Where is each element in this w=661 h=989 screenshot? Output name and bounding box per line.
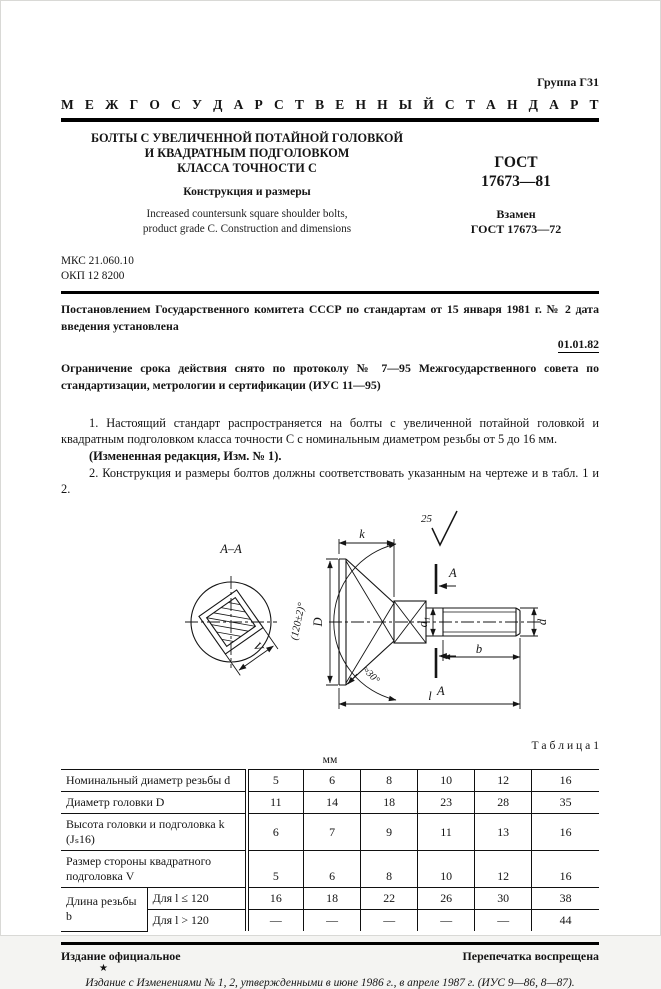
cell: 16 bbox=[532, 770, 599, 792]
cell: 12 bbox=[475, 770, 532, 792]
cell: 6 bbox=[247, 814, 304, 851]
cell: 6 bbox=[304, 770, 361, 792]
head-angle-label: (120±2)° bbox=[289, 601, 308, 642]
cell: 44 bbox=[532, 910, 599, 932]
cell: 12 bbox=[475, 851, 532, 888]
cell: 26 bbox=[418, 888, 475, 910]
official-edition-note: Издание официальное bbox=[61, 948, 181, 963]
cell: 5 bbox=[247, 851, 304, 888]
cell: 7 bbox=[304, 814, 361, 851]
cell: — bbox=[361, 910, 418, 932]
paragraph-1: 1. Настоящий стандарт распространяется на болты с увеличенной потайной головкой и квадратным подголовком класса точности С с номинальным диаметром резьбы от 5 до 16 мм. bbox=[61, 415, 599, 447]
cell: 16 bbox=[532, 814, 599, 851]
mks-code: МКС 21.060.10 bbox=[61, 254, 134, 267]
table-caption: Т а б л и ц а 1 bbox=[531, 739, 599, 753]
cell: 18 bbox=[361, 792, 418, 814]
row-label-group: Длина резьбы b bbox=[61, 888, 147, 932]
cell: 22 bbox=[361, 888, 418, 910]
table-row bbox=[61, 792, 599, 814]
title-en-line-1: Increased countersunk square shoulder bolts, bbox=[146, 208, 348, 220]
document-subtitle: Конструкция и размеры bbox=[183, 185, 311, 198]
okp-code: ОКП 12 8200 bbox=[61, 270, 125, 283]
dimension-d1-label: d₁ bbox=[416, 616, 430, 628]
header-rule bbox=[61, 118, 599, 122]
footer-row bbox=[61, 945, 599, 964]
cell: 16 bbox=[532, 851, 599, 888]
row-sublabel: Для l ≤ 120 bbox=[147, 888, 247, 910]
cell: 28 bbox=[475, 792, 532, 814]
paragraph-1a: (Измененная редакция, Изм. № 1). bbox=[89, 448, 282, 463]
cell: 6 bbox=[304, 851, 361, 888]
cell: — bbox=[269, 913, 282, 928]
dimension-v-label: V bbox=[250, 639, 267, 655]
table-row bbox=[61, 888, 599, 910]
section-a-label-top: A bbox=[449, 566, 457, 581]
dimensions-table bbox=[61, 769, 599, 932]
standard-type-heading: М Е Ж Г О С У Д А Р С Т В Е Н Н Ы Й С Т А Н Д А Р Т bbox=[61, 97, 599, 112]
decree-paragraph: Постановлением Государственного комитета СССР по стандартам от 15 января 1981 г. № 2 дата введения установлена bbox=[61, 302, 599, 333]
row-label: Номинальный диаметр резьбы d bbox=[61, 770, 247, 792]
dimension-k-label: k bbox=[359, 527, 365, 542]
cell: 10 bbox=[418, 851, 475, 888]
section-view-title: A–A bbox=[220, 542, 242, 557]
paragraph-2: 2. Конструкция и размеры болтов должны соответствовать указанным на чертеже и в табл. 1 и 2. bbox=[61, 465, 599, 497]
table-row bbox=[61, 770, 599, 792]
bolt-drawing-svg bbox=[143, 504, 553, 732]
document-title-english bbox=[61, 207, 433, 236]
chamfer-angle-label: ≈30° bbox=[359, 664, 382, 687]
cell: 11 bbox=[247, 792, 304, 814]
replaces-label: Взамен bbox=[496, 206, 536, 221]
title-en-line-2: product grade C. Construction and dimensions bbox=[142, 222, 352, 235]
limitation-paragraph: Ограничение срока действия снято по протоколу № 7—95 Межгосударственного совета по стандартизации, метрологии и сертификации (ИУС 11—95) bbox=[61, 361, 599, 392]
title-line-1: БОЛТЫ С УВЕЛИЧЕННОЙ ПОТАЙНОЙ ГОЛОВКОЙ bbox=[90, 131, 404, 145]
gost-number: 17673—81 bbox=[481, 173, 551, 191]
table-row bbox=[61, 814, 599, 851]
row-sublabel: Для l > 120 bbox=[147, 910, 247, 932]
cell: 30 bbox=[475, 888, 532, 910]
effective-date: 01.01.82 bbox=[557, 337, 599, 352]
cell: 38 bbox=[532, 888, 599, 910]
title-left-column bbox=[61, 131, 433, 238]
cell: 5 bbox=[247, 770, 304, 792]
section-a-label-bottom: A bbox=[437, 684, 445, 699]
cell: 11 bbox=[418, 814, 475, 851]
dimension-b-label: b bbox=[475, 642, 483, 657]
replaces-number: ГОСТ 17673—72 bbox=[470, 222, 562, 237]
group-code: Группа Г31 bbox=[537, 75, 599, 89]
row-label: Высота головки и подголовка k (Jₛ16) bbox=[61, 814, 247, 851]
roughness-value: 25 bbox=[421, 513, 432, 526]
cell: — bbox=[475, 910, 532, 932]
roughness-check-icon bbox=[432, 511, 457, 545]
title-line-3: КЛАССА ТОЧНОСТИ С bbox=[177, 161, 317, 175]
classification-codes bbox=[61, 254, 599, 285]
row-label: Диаметр головки D bbox=[61, 792, 247, 814]
dimension-d-label: d bbox=[535, 619, 549, 626]
decree-rule bbox=[61, 291, 599, 294]
cell: — bbox=[304, 910, 361, 932]
title-block bbox=[61, 131, 599, 238]
cell: 8 bbox=[361, 770, 418, 792]
cell: 18 bbox=[304, 888, 361, 910]
bolt-drawing bbox=[143, 504, 599, 737]
cell: — bbox=[418, 910, 475, 932]
reprint-prohibited-note: Перепечатка воспрещена bbox=[462, 948, 599, 963]
gost-designation bbox=[433, 153, 599, 192]
row-label: Размер стороны квадратного подголовка V bbox=[61, 851, 247, 888]
cell: 35 bbox=[532, 792, 599, 814]
cell: 14 bbox=[304, 792, 361, 814]
table-row bbox=[61, 851, 599, 888]
cell: 10 bbox=[418, 770, 475, 792]
cell: 8 bbox=[361, 851, 418, 888]
title-line-2: И КВАДРАТНЫМ ПОДГОЛОВКОМ bbox=[144, 146, 350, 160]
cell: 13 bbox=[475, 814, 532, 851]
cell: 16 bbox=[247, 888, 304, 910]
designation-column bbox=[433, 131, 599, 238]
star-icon: ★ bbox=[99, 962, 108, 974]
gost-word: ГОСТ bbox=[494, 154, 538, 171]
table-units: мм bbox=[322, 753, 338, 767]
dimension-D-label: D bbox=[311, 617, 325, 627]
edition-amendments-note: Издание с Изменениями № 1, 2, утвержденными в июне 1986 г., в апреле 1987 г. (ИУС 9—86, 8—87). bbox=[85, 976, 575, 989]
replaces-block bbox=[433, 207, 599, 238]
dimension-l-label: l bbox=[428, 689, 432, 704]
document-title bbox=[61, 131, 433, 176]
cell: 23 bbox=[418, 792, 475, 814]
cell: 9 bbox=[361, 814, 418, 851]
